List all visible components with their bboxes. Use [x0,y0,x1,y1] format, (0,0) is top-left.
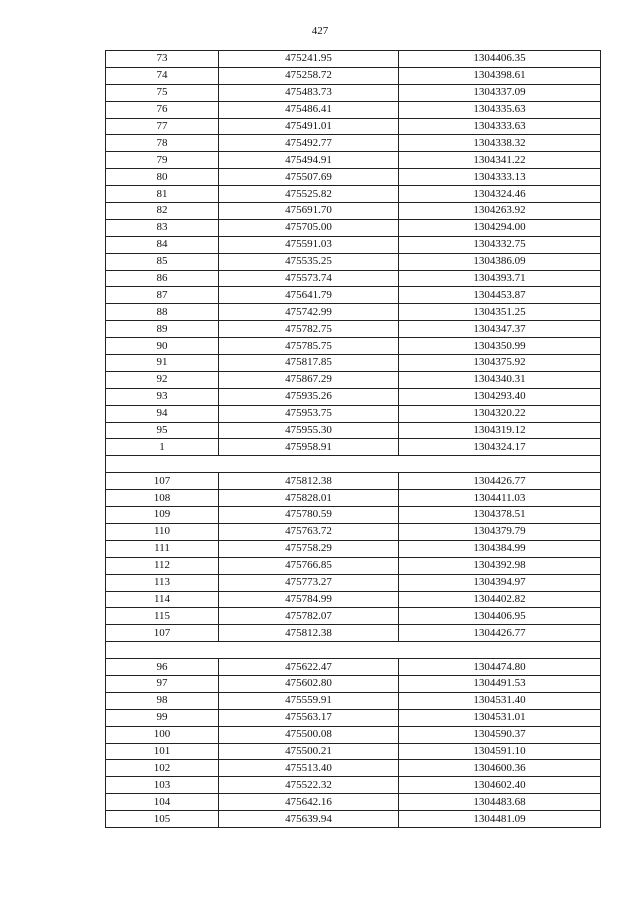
table-row [106,760,601,777]
table-row [106,321,601,338]
point-number-cell: 104 [106,794,219,811]
y-coordinate-cell: 1304340.31 [399,371,601,388]
y-coordinate-cell: 1304531.40 [399,692,601,709]
y-coordinate-cell: 1304350.99 [399,338,601,355]
x-coordinate-cell: 475525.82 [219,186,399,203]
y-coordinate-cell: 1304379.79 [399,523,601,540]
table-row [106,355,601,372]
point-number-cell: 114 [106,591,219,608]
y-coordinate-cell: 1304394.97 [399,574,601,591]
y-coordinate-cell: 1304393.71 [399,270,601,287]
table-row [106,473,601,490]
table-row [106,692,601,709]
x-coordinate-cell: 475483.73 [219,84,399,101]
point-number-cell: 109 [106,507,219,524]
x-coordinate-cell: 475622.47 [219,659,399,676]
x-coordinate-cell: 475491.01 [219,118,399,135]
table-row [106,675,601,692]
x-coordinate-cell: 475867.29 [219,371,399,388]
y-coordinate-cell: 1304347.37 [399,321,601,338]
point-number-cell: 115 [106,608,219,625]
point-number-cell: 107 [106,625,219,642]
y-coordinate-cell: 1304406.95 [399,608,601,625]
y-coordinate-cell: 1304474.80 [399,659,601,676]
point-number-cell [106,456,219,473]
point-number-cell: 79 [106,152,219,169]
y-coordinate-cell: 1304337.09 [399,84,601,101]
coordinates-table-body [106,51,601,828]
y-coordinate-cell: 1304263.92 [399,203,601,220]
x-coordinate-cell: 475812.38 [219,473,399,490]
y-coordinate-cell: 1304453.87 [399,287,601,304]
point-number-cell: 100 [106,726,219,743]
x-coordinate-cell: 475763.72 [219,523,399,540]
y-coordinate-cell: 1304351.25 [399,304,601,321]
table-row [106,709,601,726]
table-row [106,135,601,152]
table-row [106,794,601,811]
table-row [106,608,601,625]
table-row [106,253,601,270]
point-number-cell: 92 [106,371,219,388]
x-coordinate-cell: 475642.16 [219,794,399,811]
point-number-cell: 96 [106,659,219,676]
point-number-cell: 80 [106,169,219,186]
table-row [106,101,601,118]
point-number-cell: 113 [106,574,219,591]
x-coordinate-cell: 475742.99 [219,304,399,321]
y-coordinate-cell: 1304320.22 [399,405,601,422]
point-number-cell: 77 [106,118,219,135]
y-coordinate-cell: 1304378.51 [399,507,601,524]
y-coordinate-cell: 1304600.36 [399,760,601,777]
table-separator-row [106,456,601,473]
point-number-cell: 108 [106,490,219,507]
table-row [106,540,601,557]
point-number-cell: 76 [106,101,219,118]
table-row [106,152,601,169]
x-coordinate-cell: 475773.27 [219,574,399,591]
x-coordinate-cell [219,456,399,473]
table-row [106,338,601,355]
table-row [106,287,601,304]
y-coordinate-cell: 1304384.99 [399,540,601,557]
table-row [106,405,601,422]
point-number-cell: 107 [106,473,219,490]
point-number-cell: 74 [106,67,219,84]
point-number-cell: 102 [106,760,219,777]
point-number-cell: 111 [106,540,219,557]
x-coordinate-cell: 475955.30 [219,422,399,439]
point-number-cell [106,642,219,659]
point-number-cell: 75 [106,84,219,101]
x-coordinate-cell: 475573.74 [219,270,399,287]
y-coordinate-cell: 1304319.12 [399,422,601,439]
table-row [106,371,601,388]
point-number-cell: 82 [106,203,219,220]
y-coordinate-cell: 1304411.03 [399,490,601,507]
point-number-cell: 86 [106,270,219,287]
y-coordinate-cell: 1304531.01 [399,709,601,726]
table-row [106,422,601,439]
x-coordinate-cell: 475522.32 [219,777,399,794]
table-row [106,811,601,828]
point-number-cell: 81 [106,186,219,203]
x-coordinate-cell: 475494.91 [219,152,399,169]
x-coordinate-cell: 475641.79 [219,287,399,304]
x-coordinate-cell: 475817.85 [219,355,399,372]
table-row [106,743,601,760]
table-row [106,304,601,321]
point-number-cell: 85 [106,253,219,270]
x-coordinate-cell: 475691.70 [219,203,399,220]
table-row [106,726,601,743]
point-number-cell: 1 [106,439,219,456]
y-coordinate-cell: 1304294.00 [399,219,601,236]
table-row [106,270,601,287]
x-coordinate-cell: 475563.17 [219,709,399,726]
y-coordinate-cell: 1304333.13 [399,169,601,186]
x-coordinate-cell: 475780.59 [219,507,399,524]
x-coordinate-cell: 475828.01 [219,490,399,507]
x-coordinate-cell: 475766.85 [219,557,399,574]
point-number-cell: 83 [106,219,219,236]
point-number-cell: 94 [106,405,219,422]
table-row [106,118,601,135]
table-row [106,51,601,68]
y-coordinate-cell: 1304426.77 [399,473,601,490]
x-coordinate-cell: 475591.03 [219,236,399,253]
y-coordinate-cell: 1304481.09 [399,811,601,828]
y-coordinate-cell: 1304483.68 [399,794,601,811]
x-coordinate-cell: 475492.77 [219,135,399,152]
table-row [106,507,601,524]
table-row [106,169,601,186]
y-coordinate-cell [399,456,601,473]
y-coordinate-cell: 1304426.77 [399,625,601,642]
table-row [106,523,601,540]
x-coordinate-cell: 475812.38 [219,625,399,642]
point-number-cell: 112 [106,557,219,574]
x-coordinate-cell: 475953.75 [219,405,399,422]
x-coordinate-cell: 475782.07 [219,608,399,625]
point-number-cell: 91 [106,355,219,372]
y-coordinate-cell: 1304375.92 [399,355,601,372]
y-coordinate-cell: 1304491.53 [399,675,601,692]
point-number-cell: 88 [106,304,219,321]
point-number-cell: 93 [106,388,219,405]
table-row [106,236,601,253]
y-coordinate-cell [399,642,601,659]
y-coordinate-cell: 1304392.98 [399,557,601,574]
table-row [106,439,601,456]
table-row [106,557,601,574]
point-number-cell: 101 [106,743,219,760]
x-coordinate-cell: 475784.99 [219,591,399,608]
y-coordinate-cell: 1304590.37 [399,726,601,743]
point-number-cell: 98 [106,692,219,709]
table-row [106,219,601,236]
table-row [106,203,601,220]
x-coordinate-cell: 475258.72 [219,67,399,84]
point-number-cell: 103 [106,777,219,794]
y-coordinate-cell: 1304406.35 [399,51,601,68]
x-coordinate-cell: 475513.40 [219,760,399,777]
point-number-cell: 90 [106,338,219,355]
x-coordinate-cell: 475758.29 [219,540,399,557]
x-coordinate-cell: 475559.91 [219,692,399,709]
point-number-cell: 99 [106,709,219,726]
y-coordinate-cell: 1304335.63 [399,101,601,118]
x-coordinate-cell [219,642,399,659]
x-coordinate-cell: 475486.41 [219,101,399,118]
table-row [106,625,601,642]
table-row [106,574,601,591]
x-coordinate-cell: 475705.00 [219,219,399,236]
y-coordinate-cell: 1304332.75 [399,236,601,253]
table-row [106,84,601,101]
table-row [106,591,601,608]
table-row [106,388,601,405]
page-number: 427 [311,25,329,37]
point-number-cell: 110 [106,523,219,540]
table-row [106,67,601,84]
point-number-cell: 105 [106,811,219,828]
y-coordinate-cell: 1304398.61 [399,67,601,84]
coordinates-table [105,50,601,828]
point-number-cell: 78 [106,135,219,152]
y-coordinate-cell: 1304293.40 [399,388,601,405]
x-coordinate-cell: 475935.26 [219,388,399,405]
point-number-cell: 97 [106,675,219,692]
x-coordinate-cell: 475785.75 [219,338,399,355]
point-number-cell: 84 [106,236,219,253]
point-number-cell: 95 [106,422,219,439]
table-row [106,659,601,676]
y-coordinate-cell: 1304324.17 [399,439,601,456]
y-coordinate-cell: 1304602.40 [399,777,601,794]
y-coordinate-cell: 1304402.82 [399,591,601,608]
table-row [106,777,601,794]
x-coordinate-cell: 475500.08 [219,726,399,743]
y-coordinate-cell: 1304333.63 [399,118,601,135]
x-coordinate-cell: 475500.21 [219,743,399,760]
y-coordinate-cell: 1304324.46 [399,186,601,203]
table-row [106,490,601,507]
x-coordinate-cell: 475782.75 [219,321,399,338]
point-number-cell: 89 [106,321,219,338]
table-separator-row [106,642,601,659]
x-coordinate-cell: 475507.69 [219,169,399,186]
point-number-cell: 73 [106,51,219,68]
x-coordinate-cell: 475639.94 [219,811,399,828]
point-number-cell: 87 [106,287,219,304]
table-row [106,186,601,203]
y-coordinate-cell: 1304386.09 [399,253,601,270]
x-coordinate-cell: 475535.25 [219,253,399,270]
y-coordinate-cell: 1304338.32 [399,135,601,152]
y-coordinate-cell: 1304341.22 [399,152,601,169]
x-coordinate-cell: 475241.95 [219,51,399,68]
y-coordinate-cell: 1304591.10 [399,743,601,760]
x-coordinate-cell: 475602.80 [219,675,399,692]
x-coordinate-cell: 475958.91 [219,439,399,456]
